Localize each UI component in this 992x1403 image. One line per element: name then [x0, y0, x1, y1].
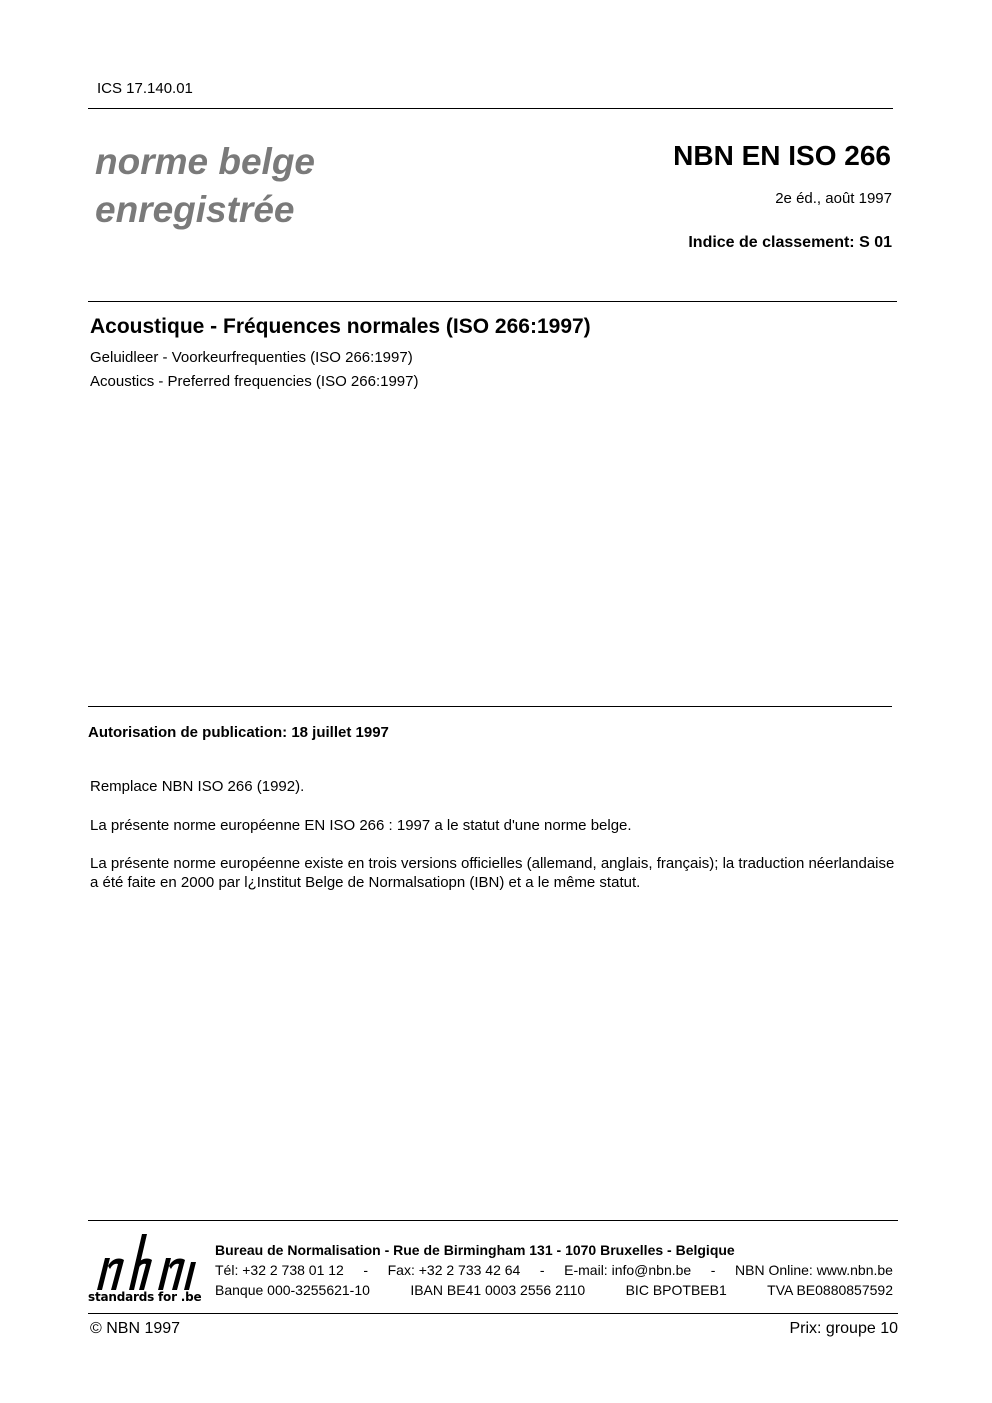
fax: Fax: +32 2 733 42 64 — [387, 1262, 521, 1278]
price-group: Prix: groupe 10 — [789, 1320, 898, 1337]
separator: - — [710, 1262, 716, 1278]
middle-rule — [88, 706, 892, 707]
bottom-rule — [88, 1313, 898, 1314]
title-english: Acoustics - Preferred frequencies (ISO 266:1997) — [90, 373, 419, 390]
logo-caption: standards for .be — [88, 1290, 202, 1304]
brand-line-1: norme belge — [95, 141, 315, 182]
title-dutch: Geluidleer - Voorkeurfrequenties (ISO 266:1997) — [90, 349, 413, 366]
standard-number: NBN EN ISO 266 — [673, 140, 891, 171]
email: E-mail: info@nbn.be — [564, 1262, 692, 1278]
iban: IBAN BE41 0003 2556 2110 — [410, 1282, 586, 1298]
bic: BIC BPOTBEB1 — [625, 1282, 727, 1298]
address: Bureau de Normalisation - Rue de Birmingham 131 - 1070 Bruxelles - Belgique — [215, 1242, 735, 1258]
replaces-note: Remplace NBN ISO 266 (1992). — [90, 778, 305, 795]
contact-line — [215, 1262, 893, 1278]
title-rule — [88, 301, 897, 302]
bank-line — [215, 1282, 893, 1298]
separator: - — [363, 1262, 369, 1278]
bank-account: Banque 000-3255621-10 — [215, 1282, 370, 1298]
top-rule — [88, 108, 893, 109]
versions-note: La présente norme européenne existe en trois versions officielles (allemand, anglais, français); la traduction néerlandaise a été faite en 2000 par l¿Institut Belge de Normalsatiopn (IBN) et a le même statut. — [90, 855, 895, 891]
ics-code: ICS 17.140.01 — [97, 80, 193, 97]
title-french: Acoustique - Fréquences normales (ISO 266:1997) — [90, 315, 591, 338]
vat: TVA BE0880857592 — [767, 1282, 893, 1298]
classification-index: Indice de classement: S 01 — [688, 234, 892, 251]
brand-line-2: enregistrée — [95, 189, 295, 230]
nbn-logo-mark — [88, 1228, 200, 1290]
edition: 2e éd., août 1997 — [775, 190, 892, 207]
nbn-logo — [88, 1228, 200, 1308]
footer-rule — [88, 1220, 898, 1221]
status-note: La présente norme européenne EN ISO 266 : 1997 a le statut d'une norme belge. — [90, 817, 632, 834]
separator: - — [539, 1262, 545, 1278]
publication-authorisation: Autorisation de publication: 18 juillet 1997 — [88, 724, 389, 741]
website: NBN Online: www.nbn.be — [735, 1262, 893, 1278]
copyright: © NBN 1997 — [90, 1320, 181, 1337]
phone: Tél: +32 2 738 01 12 — [215, 1262, 344, 1278]
